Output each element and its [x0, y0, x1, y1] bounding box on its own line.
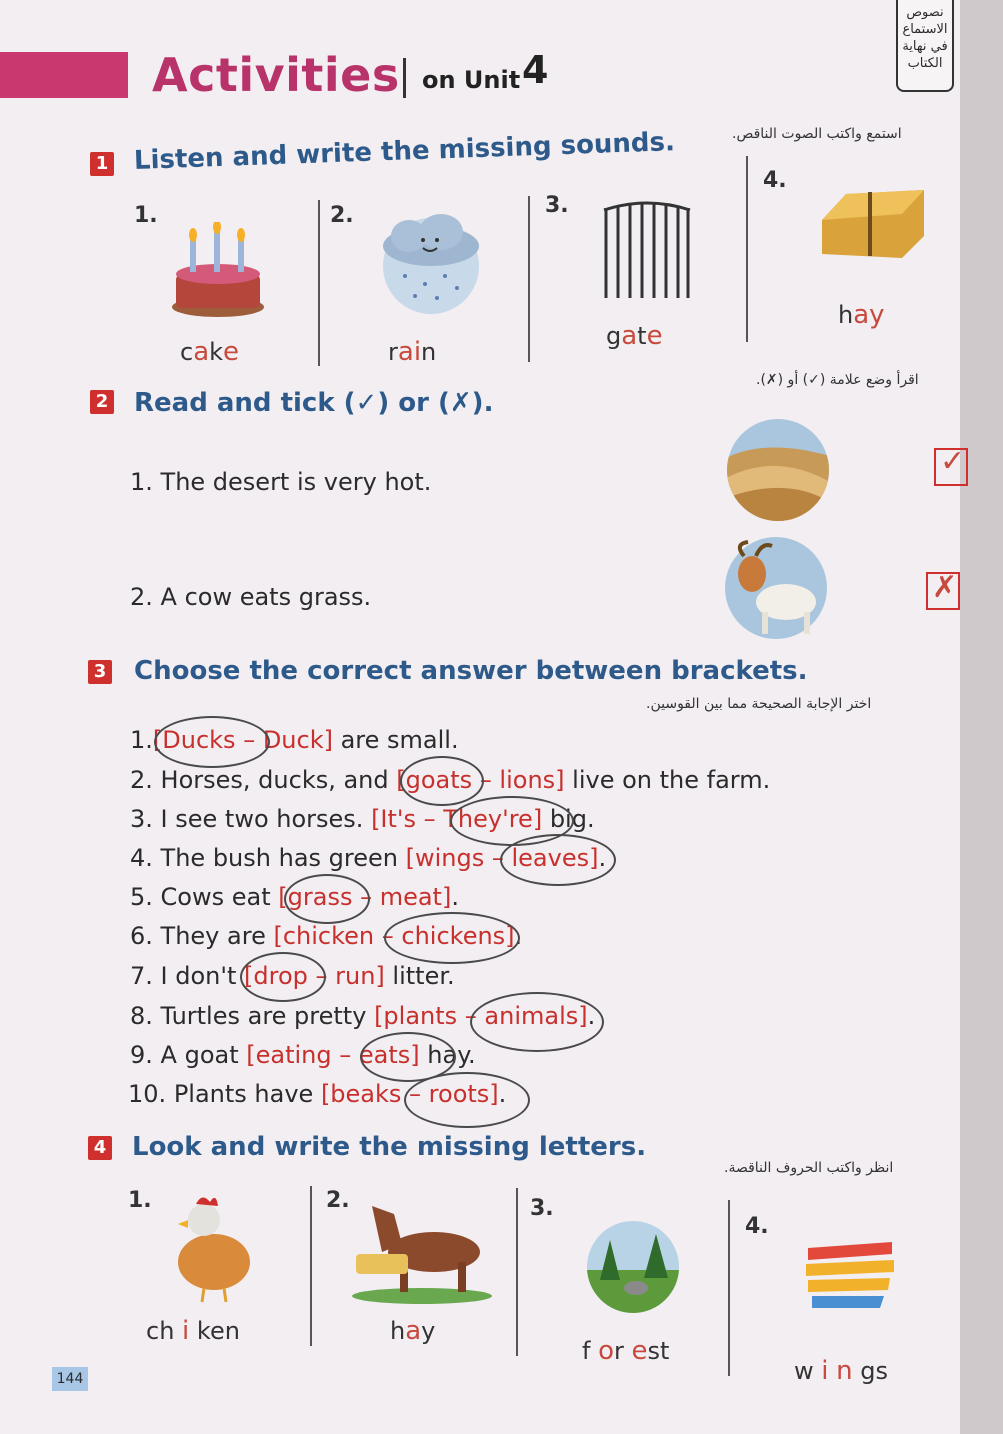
- section-2-title: Read and tick (✓) or (✗).: [134, 388, 494, 418]
- section-4-number: 4: [88, 1136, 112, 1160]
- missing-sound-word-2: rain: [388, 337, 437, 367]
- column-divider: [310, 1186, 312, 1346]
- section-4-title: Look and write the missing letters.: [132, 1132, 647, 1162]
- item-number: 3.: [530, 1196, 554, 1221]
- forest-image: [586, 1220, 680, 1314]
- answer-circle: [240, 952, 326, 1002]
- choice-sentence-2: 2. Horses, ducks, and [goats – lions] live on the farm.: [130, 766, 771, 794]
- choice-sentence-6: 6. They are [chicken – chickens].: [130, 922, 523, 950]
- column-divider: [528, 196, 530, 362]
- column-divider: [318, 200, 320, 366]
- choice-sentence-7: 7. I don't [drop – run] litter.: [130, 962, 455, 990]
- missing-letters-word-4: w i n gs: [794, 1356, 889, 1386]
- section-3-arabic: اختر الإجابة الصحيحة مما بين القوسين.: [646, 696, 872, 712]
- missing-sound-word-1: cake: [180, 337, 240, 367]
- chicken-image: [168, 1190, 260, 1304]
- item-number: 4.: [745, 1214, 769, 1239]
- item-number: 1.: [134, 203, 158, 228]
- header-accent-bar: [0, 52, 128, 98]
- answer-box-2[interactable]: ✗: [926, 572, 960, 610]
- section-3-title: Choose the correct answer between brackets.: [134, 656, 808, 686]
- section-1-title: Listen and write the missing sounds.: [133, 127, 676, 176]
- cake-image: [168, 222, 268, 322]
- answer-circle: [154, 716, 270, 768]
- statement-2: 2. A cow eats grass.: [130, 583, 372, 611]
- missing-letters-word-1: ch i ken: [146, 1316, 240, 1346]
- choice-sentence-5: 5. Cows eat [grass – meat].: [130, 883, 459, 911]
- answer-circle: [470, 992, 604, 1052]
- rain-cloud-image: [375, 214, 487, 314]
- wings-image: [800, 1238, 900, 1322]
- page-number: 144: [52, 1367, 88, 1391]
- column-divider: [728, 1200, 730, 1376]
- missing-sound-word-3: gate: [606, 321, 663, 351]
- page-subtitle: on Unit: [422, 66, 521, 94]
- goat-image: [724, 536, 828, 640]
- gate-image: [600, 196, 694, 300]
- column-divider: [746, 156, 748, 342]
- answer-circle: [404, 1072, 530, 1128]
- horses-image: [342, 1192, 494, 1304]
- title-divider: [403, 58, 406, 98]
- answer-circle: [384, 912, 520, 964]
- hay-bale-image: [816, 180, 928, 262]
- item-number: 3.: [545, 193, 569, 218]
- unit-number: 4: [522, 48, 549, 92]
- page-edge: [960, 0, 1003, 1434]
- choice-sentence-9: 9. A goat [eating – eats] hay.: [130, 1041, 476, 1069]
- section-2-arabic: اقرأ وضع علامة (✓) أو (✗).: [756, 372, 919, 388]
- answer-box-1[interactable]: ✓: [934, 448, 968, 486]
- choice-sentence-4: 4. The bush has green [wings – leaves].: [130, 844, 607, 872]
- item-number: 2.: [330, 203, 354, 228]
- missing-letters-word-2: hay: [390, 1316, 436, 1346]
- missing-letters-word-3: f or est: [582, 1336, 670, 1366]
- statement-1: 1. The desert is very hot.: [130, 468, 432, 496]
- desert-image: [726, 418, 830, 522]
- answer-circle: [400, 756, 484, 806]
- choice-sentence-1: 1.[Ducks – Duck] are small.: [130, 726, 459, 754]
- item-number: 1.: [128, 1188, 152, 1213]
- choice-sentence-3: 3. I see two horses. [It's – They're] big.: [130, 805, 595, 833]
- answer-circle: [284, 874, 370, 924]
- section-4-arabic: انظر واكتب الحروف الناقصة.: [724, 1160, 894, 1176]
- choice-sentence-10: 10. Plants have [beaks – roots].: [128, 1080, 507, 1108]
- section-3-number: 3: [88, 660, 112, 684]
- item-number: 4.: [763, 168, 787, 193]
- item-number: 2.: [326, 1188, 350, 1213]
- section-2-number: 2: [90, 390, 114, 414]
- missing-sound-word-4: hay: [838, 300, 885, 330]
- section-1-arabic: استمع واكتب الصوت الناقص.: [732, 126, 902, 142]
- column-divider: [516, 1188, 518, 1356]
- choice-sentence-8: 8. Turtles are pretty [plants – animals].: [130, 1002, 596, 1030]
- page-title: Activities: [152, 48, 400, 102]
- audio-scripts-box: نصوص الاستماع في نهاية الكتاب: [896, 0, 954, 92]
- section-1-number: 1: [90, 152, 114, 176]
- answer-circle: [500, 834, 616, 886]
